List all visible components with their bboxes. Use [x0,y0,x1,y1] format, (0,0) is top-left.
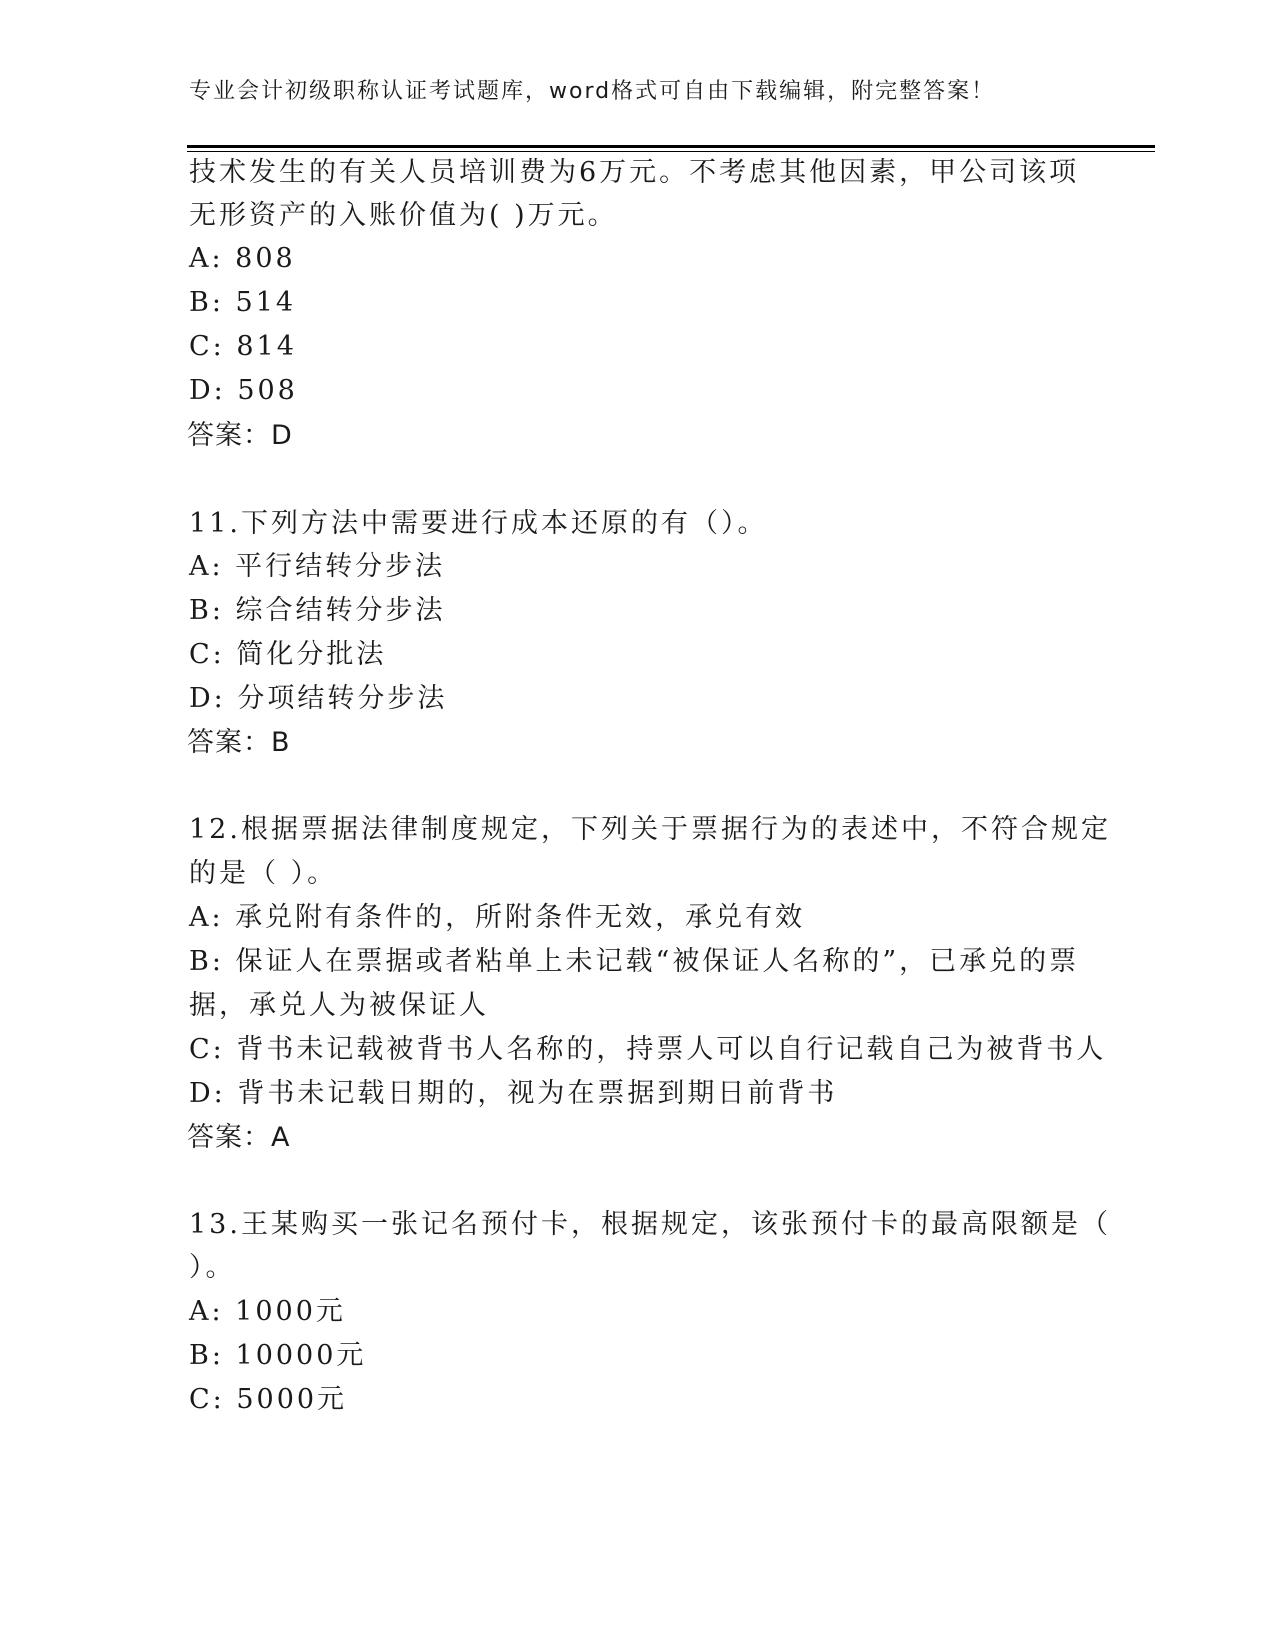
question-13-text-line1: 13.王某购买一张记名预付卡，根据规定，该张预付卡的最高限额是（ [189,1209,1111,1240]
question-13-text-line2: ）。 [189,1252,236,1283]
question-10-text-line2: 无形资产的入账价值为( )万元。 [189,200,618,231]
question-13-option-a: A: 1000元 [189,1296,346,1327]
page-header: 专业会计初级职称认证考试题库，word格式可自由下载编辑，附完整答案！ [189,79,996,104]
question-10-text-line1: 技术发生的有关人员培训费为6万元。不考虑其他因素，甲公司该项 [189,157,1080,188]
question-12-option-c: C: 背书未记载被背书人名称的，持票人可以自行记载自己为被背书人 [189,1034,1107,1065]
question-11-text: 11.下列方法中需要进行成本还原的有（）。 [189,508,768,539]
question-12-option-b: B: 保证人在票据或者粘单上未记载“被保证人名称的”，已承兑的票 [189,946,1080,977]
question-10-option-c: C: 814 [189,331,297,362]
question-10-option-d: D: 508 [189,375,298,406]
question-12-answer: 答案：A [187,1122,291,1153]
question-10-option-a: A: 808 [189,243,296,274]
question-12-text-line2: 的是（ ）。 [189,858,338,889]
question-11-answer: 答案：B [187,727,291,758]
question-12-option-d: D: 背书未记载日期的，视为在票据到期日前背书 [189,1078,838,1109]
question-10-option-b: B: 514 [189,287,297,318]
question-12-text-line1: 12.根据票据法律制度规定，下列关于票据行为的表述中，不符合规定 [189,814,1111,845]
header-rule-thick [187,145,1155,148]
question-10-answer: 答案：D [187,420,293,451]
question-13-option-c: C: 5000元 [189,1384,348,1415]
question-13-option-b: B: 10000元 [189,1340,367,1371]
question-11-option-c: C: 简化分批法 [189,639,387,670]
question-12-option-b-cont: 据，承兑人为被保证人 [189,990,489,1021]
question-12-option-a: A: 承兑附有条件的，所附条件无效，承兑有效 [189,902,806,933]
question-11-option-a: A: 平行结转分步法 [189,551,446,582]
question-11-option-d: D: 分项结转分步法 [189,683,448,714]
question-11-option-b: B: 综合结转分步法 [189,595,446,626]
header-rule-thin [187,151,1155,152]
